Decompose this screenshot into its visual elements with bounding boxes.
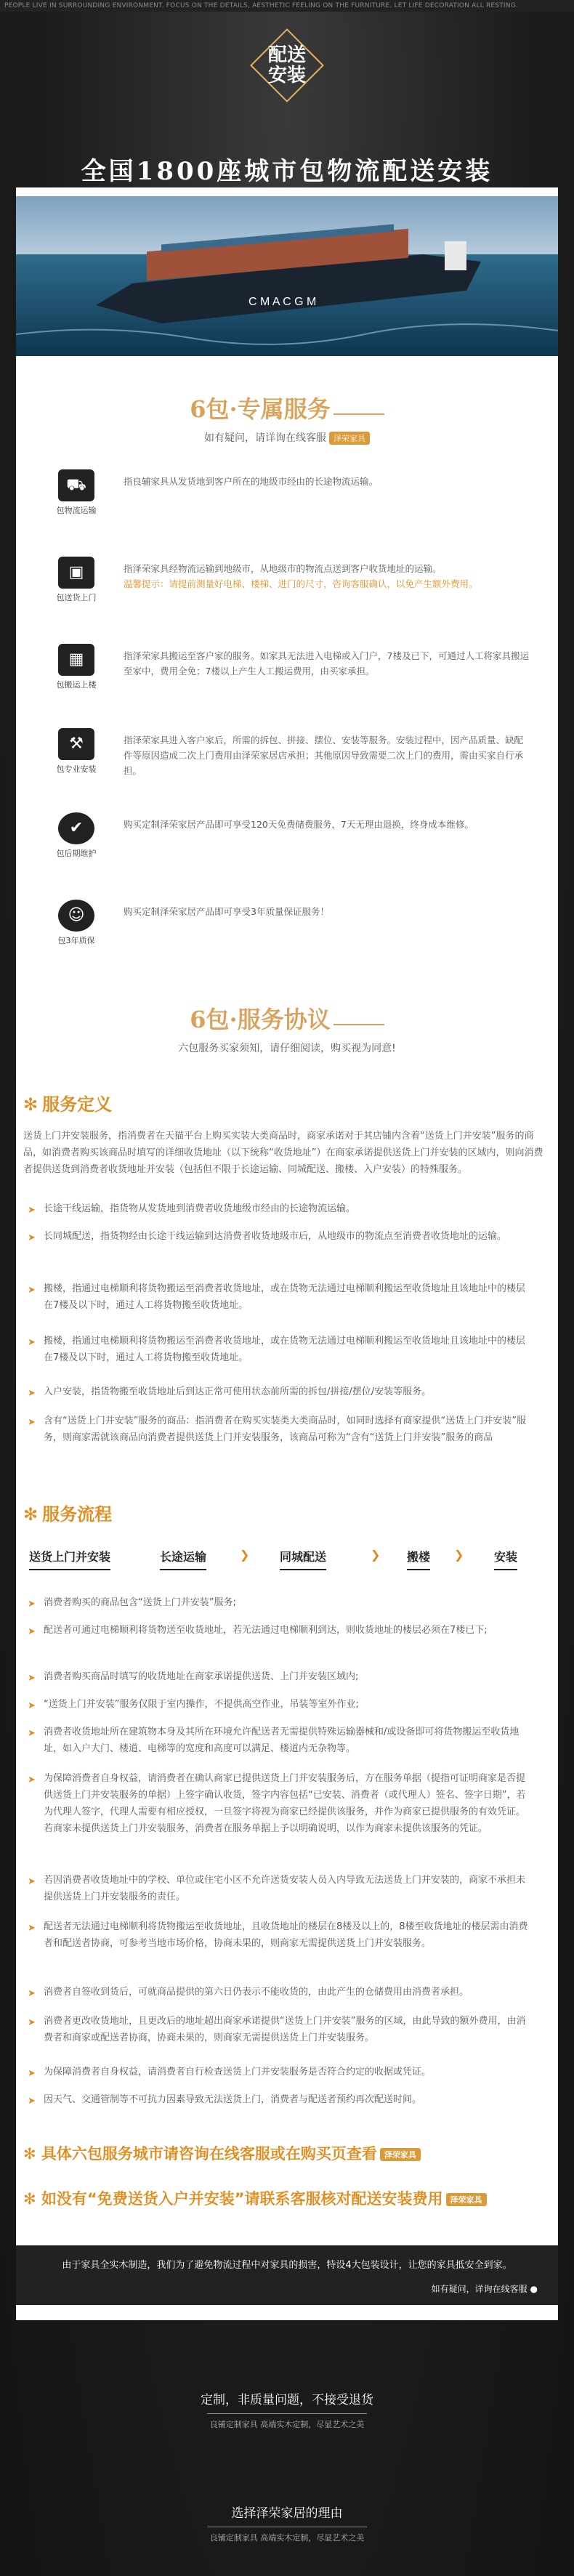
arrow-icon: ➤ [28, 1728, 36, 1739]
arrow-icon: ➤ [28, 1876, 36, 1887]
service-label: 包物流运输 [56, 506, 97, 515]
ship-hull-text: C M A C G M [248, 296, 317, 308]
definition-heading: ✻ 服务定义 [23, 1094, 113, 1115]
title-line [334, 413, 384, 415]
definition-bullet: ➤ 长途干线运输，指货物从发货地到消费者收货地级市经由的长途物流运输。 [25, 1200, 533, 1217]
service-warning: 温馨提示：请提前测量好电梯、楼梯、进门的尺寸，咨询客服确认，以免产生额外费用。 [124, 578, 478, 589]
process-flow [29, 1545, 545, 1571]
flow-step: 送货上门并安装 [29, 1548, 110, 1570]
package-icon: ▣ [58, 557, 94, 589]
service-label: 包后期维护 [56, 849, 97, 858]
arrow-icon: ➤ [28, 1337, 36, 1348]
arrow-icon: ➤ [28, 1285, 36, 1296]
star-icon: ✻ [23, 2190, 41, 2208]
hero-title: 全国1800座城市包物流配送安装 [81, 157, 493, 186]
definition-bullet: ➤ 入户安装，指货物搬至收货地址后到达正常可使用状态前所需的拆包/拼接/摆位/安装等服务。 [25, 1384, 533, 1400]
service-text: 指良辅家具从发货地到客户所在的地级市经由的长途物流运输。 [124, 476, 379, 487]
footer-block2 [0, 2503, 574, 2543]
chevron-right-icon: ❯ [371, 1548, 381, 1562]
process-bullet: ➤ “送货上门并安装”服务仅限于室内操作，不提供高空作业，吊装等室外作业; [25, 1696, 533, 1713]
arrow-icon: ➤ [28, 2096, 36, 2107]
check-icon: ✔ [58, 812, 94, 844]
tools-icon: ⚒ [58, 728, 94, 760]
agreement-section-head [16, 1001, 558, 1055]
brand-chip[interactable]: 泽荣家具 [446, 2193, 487, 2206]
truck-icon: ⛟ [58, 469, 94, 501]
arrow-icon: ➤ [28, 1599, 36, 1610]
process-bullet: ➤ 若因消费者收货地址中的学校、单位或住宅小区不允许送货安装人员入内导致无法送货上门并安装的，商家不承担未提供送货上门并安装服务的责任。 [28, 1875, 526, 1902]
service-row-carry [51, 644, 529, 702]
star-icon: ✻ [23, 1504, 39, 1525]
service-row-delivery [51, 557, 523, 615]
services-section-head [16, 391, 558, 445]
process-bullet: ➤ 配送者无法通过电梯顺利将货物搬运至收货地址，且收货地址的楼层在8楼及以上的，8楼至收货地址的楼层需由消费者和配送者协商，可参考当地市场价格，协商未果的，则商家无需提供送货上门并安装服务。 [28, 1921, 528, 1949]
arrow-icon: ➤ [28, 1923, 36, 1934]
title-line [334, 1024, 384, 1025]
arrow-icon: ➤ [28, 1774, 36, 1785]
agreement-subtitle: 六包服务买家须知，请仔细阅读，购买视为同意! [178, 1043, 396, 1054]
service-text: 指泽荣家具进入客户家后，所需的拆包、拼接、摆位、安装等服务。安装过程中，因产品质量、缺配件等原因造成二次上门费用由泽荣家居店承担；其他原因导致需要二次上门的费用，需由买家自行承担。 [124, 735, 524, 776]
chevron-right-icon: ❯ [240, 1548, 250, 1562]
definition-bullet: ➤ 含有“送货上门并安装”服务的商品：指消费者在购买实装类大类商品时，如同时选择有商家提供“送货上门并安装”服务，则商家需就该商品向消费者提供送货上门并安装服务，该商品可称为“含有“送货上门并安装”服务的商品 [28, 1416, 526, 1443]
service-row-logistics [51, 469, 523, 528]
process-bullet: ➤ 消费者购买的商品包含“送货上门并安装”服务; [25, 1594, 533, 1611]
service-icon: ☺ [58, 900, 94, 932]
packaging-text: 由于家具全实木制造，我们为了避免物流过程中对家具的损害，特设4大包装设计，让您的家具抵安全到家。 [62, 2260, 512, 2271]
footer-block1-title: 定制，非质量问题，不接受退货 [201, 2393, 373, 2407]
process-bullet: ➤ 消费者自签收到货后，可就商品提供的第六日仍表示不能收货的，由此产生的仓储费用由消费者承担。 [25, 1984, 533, 2000]
arrow-icon: ➤ [28, 1388, 36, 1399]
flow-step: 同城配送 [280, 1548, 326, 1570]
service-row-warranty [51, 900, 523, 958]
footer-block2-title: 选择泽荣家居的理由 [231, 2506, 343, 2521]
process-bullet: ➤ 因天气、交通管制等不可抗力因素导致无法送货上门，消费者与配送者预约再次配送时间。 [25, 2091, 533, 2108]
agreement-title: 6包·服务协议 [190, 1006, 331, 1033]
cargo-ship-image [16, 196, 558, 356]
flow-step: 安装 [494, 1548, 517, 1570]
top-banner: PEOPLE LIVE IN SURROUNDING ENVIRONMENT. FOCUS ON THE DETAILS, AESTHETIC FEELING ON THE FURNITURE. LET LIFE DECORATION ALL RESTING. [0, 0, 574, 12]
flow-step: 长途运输 [160, 1548, 206, 1570]
service-text: 购买定制泽荣家居产品即可享受120天免费储费服务，7天无理由退换，终身成本维修。 [124, 819, 474, 830]
service-text: 购买定制泽荣家居产品即可享受3年质量保证服务！ [124, 906, 329, 917]
process-bullet: ➤ 消费者购买商品时填写的收货地址在商家承诺提供送货、上门并安装区域内; [25, 1668, 533, 1685]
service-label: 包3年质保 [57, 936, 95, 945]
definition-intro: 送货上门并安装服务，指消费者在天猫平台上购买实装大类商品时，商家承诺对于其店铺内含着“送货上门并安装”服务的商品，如消费者购买该商品时填写的详细收货地址（以下统称“收货地址”）在商家承诺提供送货上门并安装的区域内，则向消费者提供送货到消费者收货地址并安装（包括但不限于长途运输、同城配送、搬楼、入户安装）的特殊服务。 [23, 1131, 543, 1175]
arrow-icon: ➤ [28, 1626, 36, 1637]
service-row-install [51, 728, 523, 786]
footer-block1 [0, 2389, 574, 2430]
highlight-line1: ✻ 具体六包服务城市请咨询在线客服或在购买页查看 泽荣家具 [23, 2142, 421, 2164]
process-bullet: ➤ 消费者收货地址所在建筑物本身及其所在环境允许配送者无需提供特殊运输器械和/或设备即可将货物搬运至收货地址，如入户大门、楼道、电梯等的宽度和高度可以满足、楼道内无杂物等。 [28, 1727, 520, 1754]
services-subtitle: 如有疑问，请详询在线客服 [204, 432, 326, 444]
arrow-icon: ➤ [28, 1232, 36, 1243]
arrow-icon: ➤ [28, 2017, 36, 2028]
arrow-icon: ➤ [28, 1417, 36, 1428]
services-title: 6包·专属服务 [190, 395, 331, 423]
arrow-icon: ➤ [28, 2068, 36, 2079]
brand-chip[interactable]: 泽荣家具 [380, 2148, 421, 2161]
process-bullet: ➤ 配送者可通过电梯顺利将货物送至收货地址，若无法通过电梯顺利到达，则收货地址的楼层必须在7楼已下; [25, 1622, 533, 1639]
definition-bullet: ➤ 搬楼，指通过电梯顺利将货物搬运至消费者收货地址，或在货物无法通过电梯顺利搬运至收货地址且该地址中的楼层在7楼及以下时，通过人工将货物搬至收货地址。 [28, 1283, 526, 1311]
packaging-notice [16, 2245, 558, 2305]
badge-line2: 安装 [267, 65, 306, 86]
service-label: 包送货上门 [56, 593, 97, 602]
footer-divider [207, 2413, 367, 2414]
arrow-icon: ➤ [28, 1988, 36, 1999]
badge-text [251, 45, 323, 86]
service-row-maintenance [51, 812, 523, 871]
contact-note[interactable]: 如有疑问，详询在线客服 ● [431, 2284, 538, 2294]
footer-block1-sub: 良铺定制家具 高端实木定制，尽显艺术之美 [209, 2420, 365, 2429]
highlight-line2: ✻ 如没有“免费送货入户并安装”请联系客服核对配送安装费用 泽荣家具 [23, 2187, 487, 2209]
footer-block2-sub: 良铺定制家具 高端实木定制，尽显艺术之美 [209, 2533, 365, 2543]
chat-icon: ● [530, 2284, 538, 2294]
flow-step: 搬楼 [407, 1548, 430, 1570]
arrow-icon: ➤ [28, 1673, 36, 1684]
star-icon: ✻ [23, 1094, 39, 1115]
definition-bullet: ➤ 长同城配送，指货物经由长途干线运输到达消费者收货地级市后，从地级市的物流点至消费者收货地址的运输。 [25, 1228, 533, 1245]
process-bullet: ➤ 消费者更改收货地址，且更改后的地址超出商家承诺提供“送货上门并安装”服务的区域，由此导致的额外费用，由消费者和商家或配送者协商，协商未果的，则商家无需提供送货上门并安装服务。 [28, 2016, 526, 2043]
process-bullet: ➤ 为保障消费者自身权益，请消费者自行检查送货上门并安装服务是否符合约定的收据或凭证。 [25, 2064, 533, 2080]
arrow-icon: ➤ [28, 1700, 36, 1711]
process-bullet: ➤ 为保障消费者自身权益，请消费者在确认商家已提供送货上门并安装服务后，方在服务单据（提指可证明商家是否提供送货上门并安装服务的单据）上签字确认收货，签字内容包括“已安装、消费者（或代理人）签名、签字日期”，若为代理人签字，代理人需要有相应授权，一旦签字将视为商家已经提供该服务，并作为商家已提供服务的有效凭证。若商家未提供送货上门并安装服务，消费者在服务单据上予以明确说明，以作为商家未提供该服务的凭证。 [28, 1773, 526, 1834]
service-label: 包搬运上楼 [56, 680, 97, 690]
definition-bullet: ➤ 搬楼，指通过电梯顺利将货物搬运至消费者收货地址，或在货物无法通过电梯顺利搬运至收货地址且该地址中的楼层在7楼及以下时，通过人工将货物搬至收货地址。 [28, 1336, 526, 1363]
badge-line1: 配送 [267, 44, 306, 66]
brand-chip[interactable]: 泽荣家具 [329, 432, 370, 445]
service-text: 指泽荣家具经物流运输到地级市，从地级市的物流点送到客户收货地址的运输。 [124, 563, 442, 574]
service-text: 指泽荣家具搬运至客户家的服务。如家具无法进入电梯或入门户，7楼及已下，可通过人工将家具搬运至家中，费用全免；7楼以上产生人工搬运费用，由买家承担。 [124, 650, 529, 677]
chevron-right-icon: ❯ [454, 1548, 464, 1562]
stairs-icon: ▦ [58, 644, 94, 676]
star-icon: ✻ [23, 2145, 41, 2163]
process-heading: ✻ 服务流程 [23, 1504, 113, 1525]
service-label: 包专业安装 [56, 764, 97, 774]
delivery-badge [251, 29, 323, 102]
arrow-icon: ➤ [28, 1205, 36, 1216]
